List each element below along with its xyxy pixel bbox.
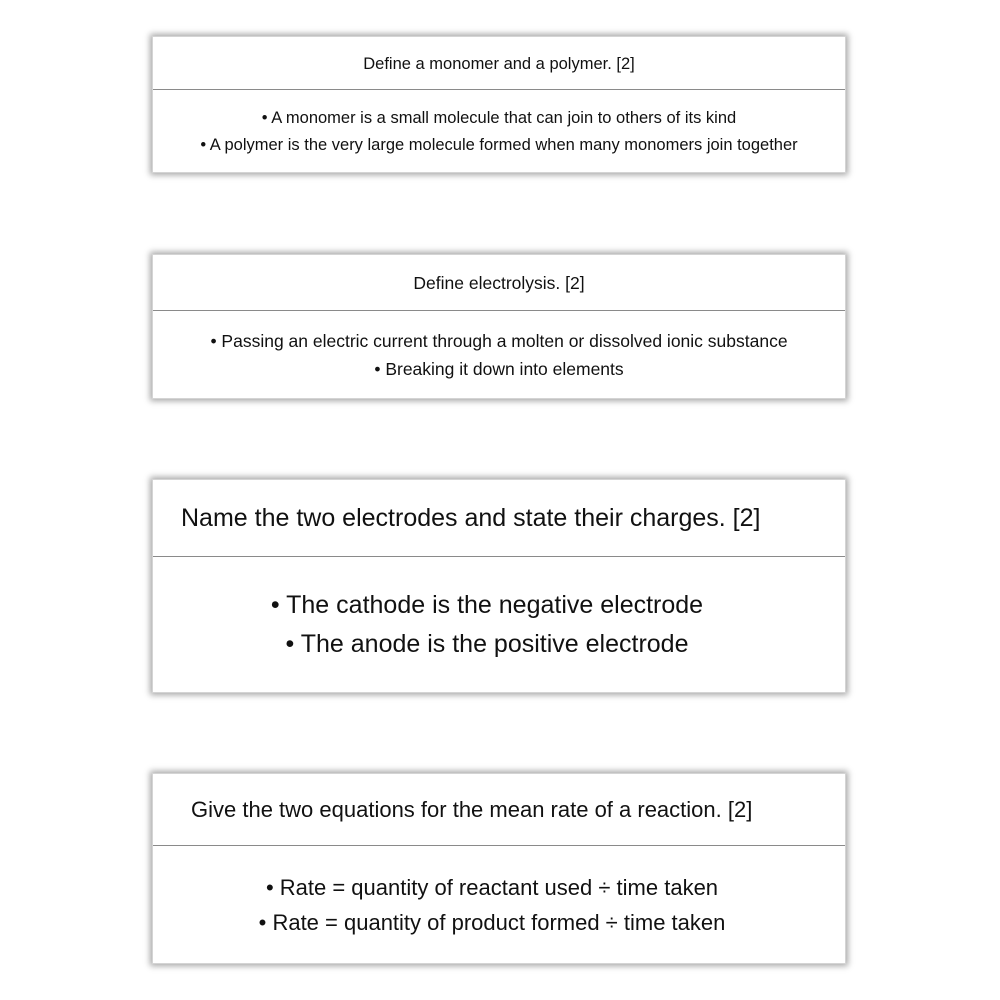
answer-point: • The cathode is the negative electrode	[270, 591, 704, 619]
question-text: Give the two equations for the mean rate of a reaction. [2]	[191, 796, 753, 822]
flashcard-answer	[153, 557, 845, 693]
flashcard-question	[153, 37, 845, 90]
question-text: Define electrolysis. [2]	[413, 273, 585, 293]
question-text: Name the two electrodes and state their charges. [2]	[181, 503, 761, 532]
flashcard-answer	[153, 90, 845, 173]
flashcard-question	[153, 255, 845, 311]
flashcard-rate-of-reaction	[152, 773, 846, 964]
answer-point: • A polymer is the very large molecule formed when many monomers join together	[200, 135, 798, 154]
answer-point: • The anode is the positive electrode	[285, 630, 689, 658]
flashcard-monomer-polymer	[152, 36, 846, 173]
flashcard-question	[153, 774, 845, 846]
flashcard-answer	[153, 311, 845, 399]
flashcard-question	[153, 480, 845, 557]
answer-point: • Passing an electric current through a molten or dissolved ionic substance	[210, 331, 788, 351]
answer-point: • Breaking it down into elements	[374, 359, 624, 379]
flashcard-electrodes	[152, 479, 846, 693]
answer-point: • A monomer is a small molecule that can join to others of its kind	[261, 108, 737, 127]
flashcard-electrolysis	[152, 254, 846, 399]
answer-point: • Rate = quantity of product formed ÷ time taken	[258, 910, 726, 935]
answer-point: • Rate = quantity of reactant used ÷ time taken	[265, 875, 719, 900]
flashcard-answer	[153, 846, 845, 964]
question-text: Define a monomer and a polymer. [2]	[363, 54, 635, 73]
